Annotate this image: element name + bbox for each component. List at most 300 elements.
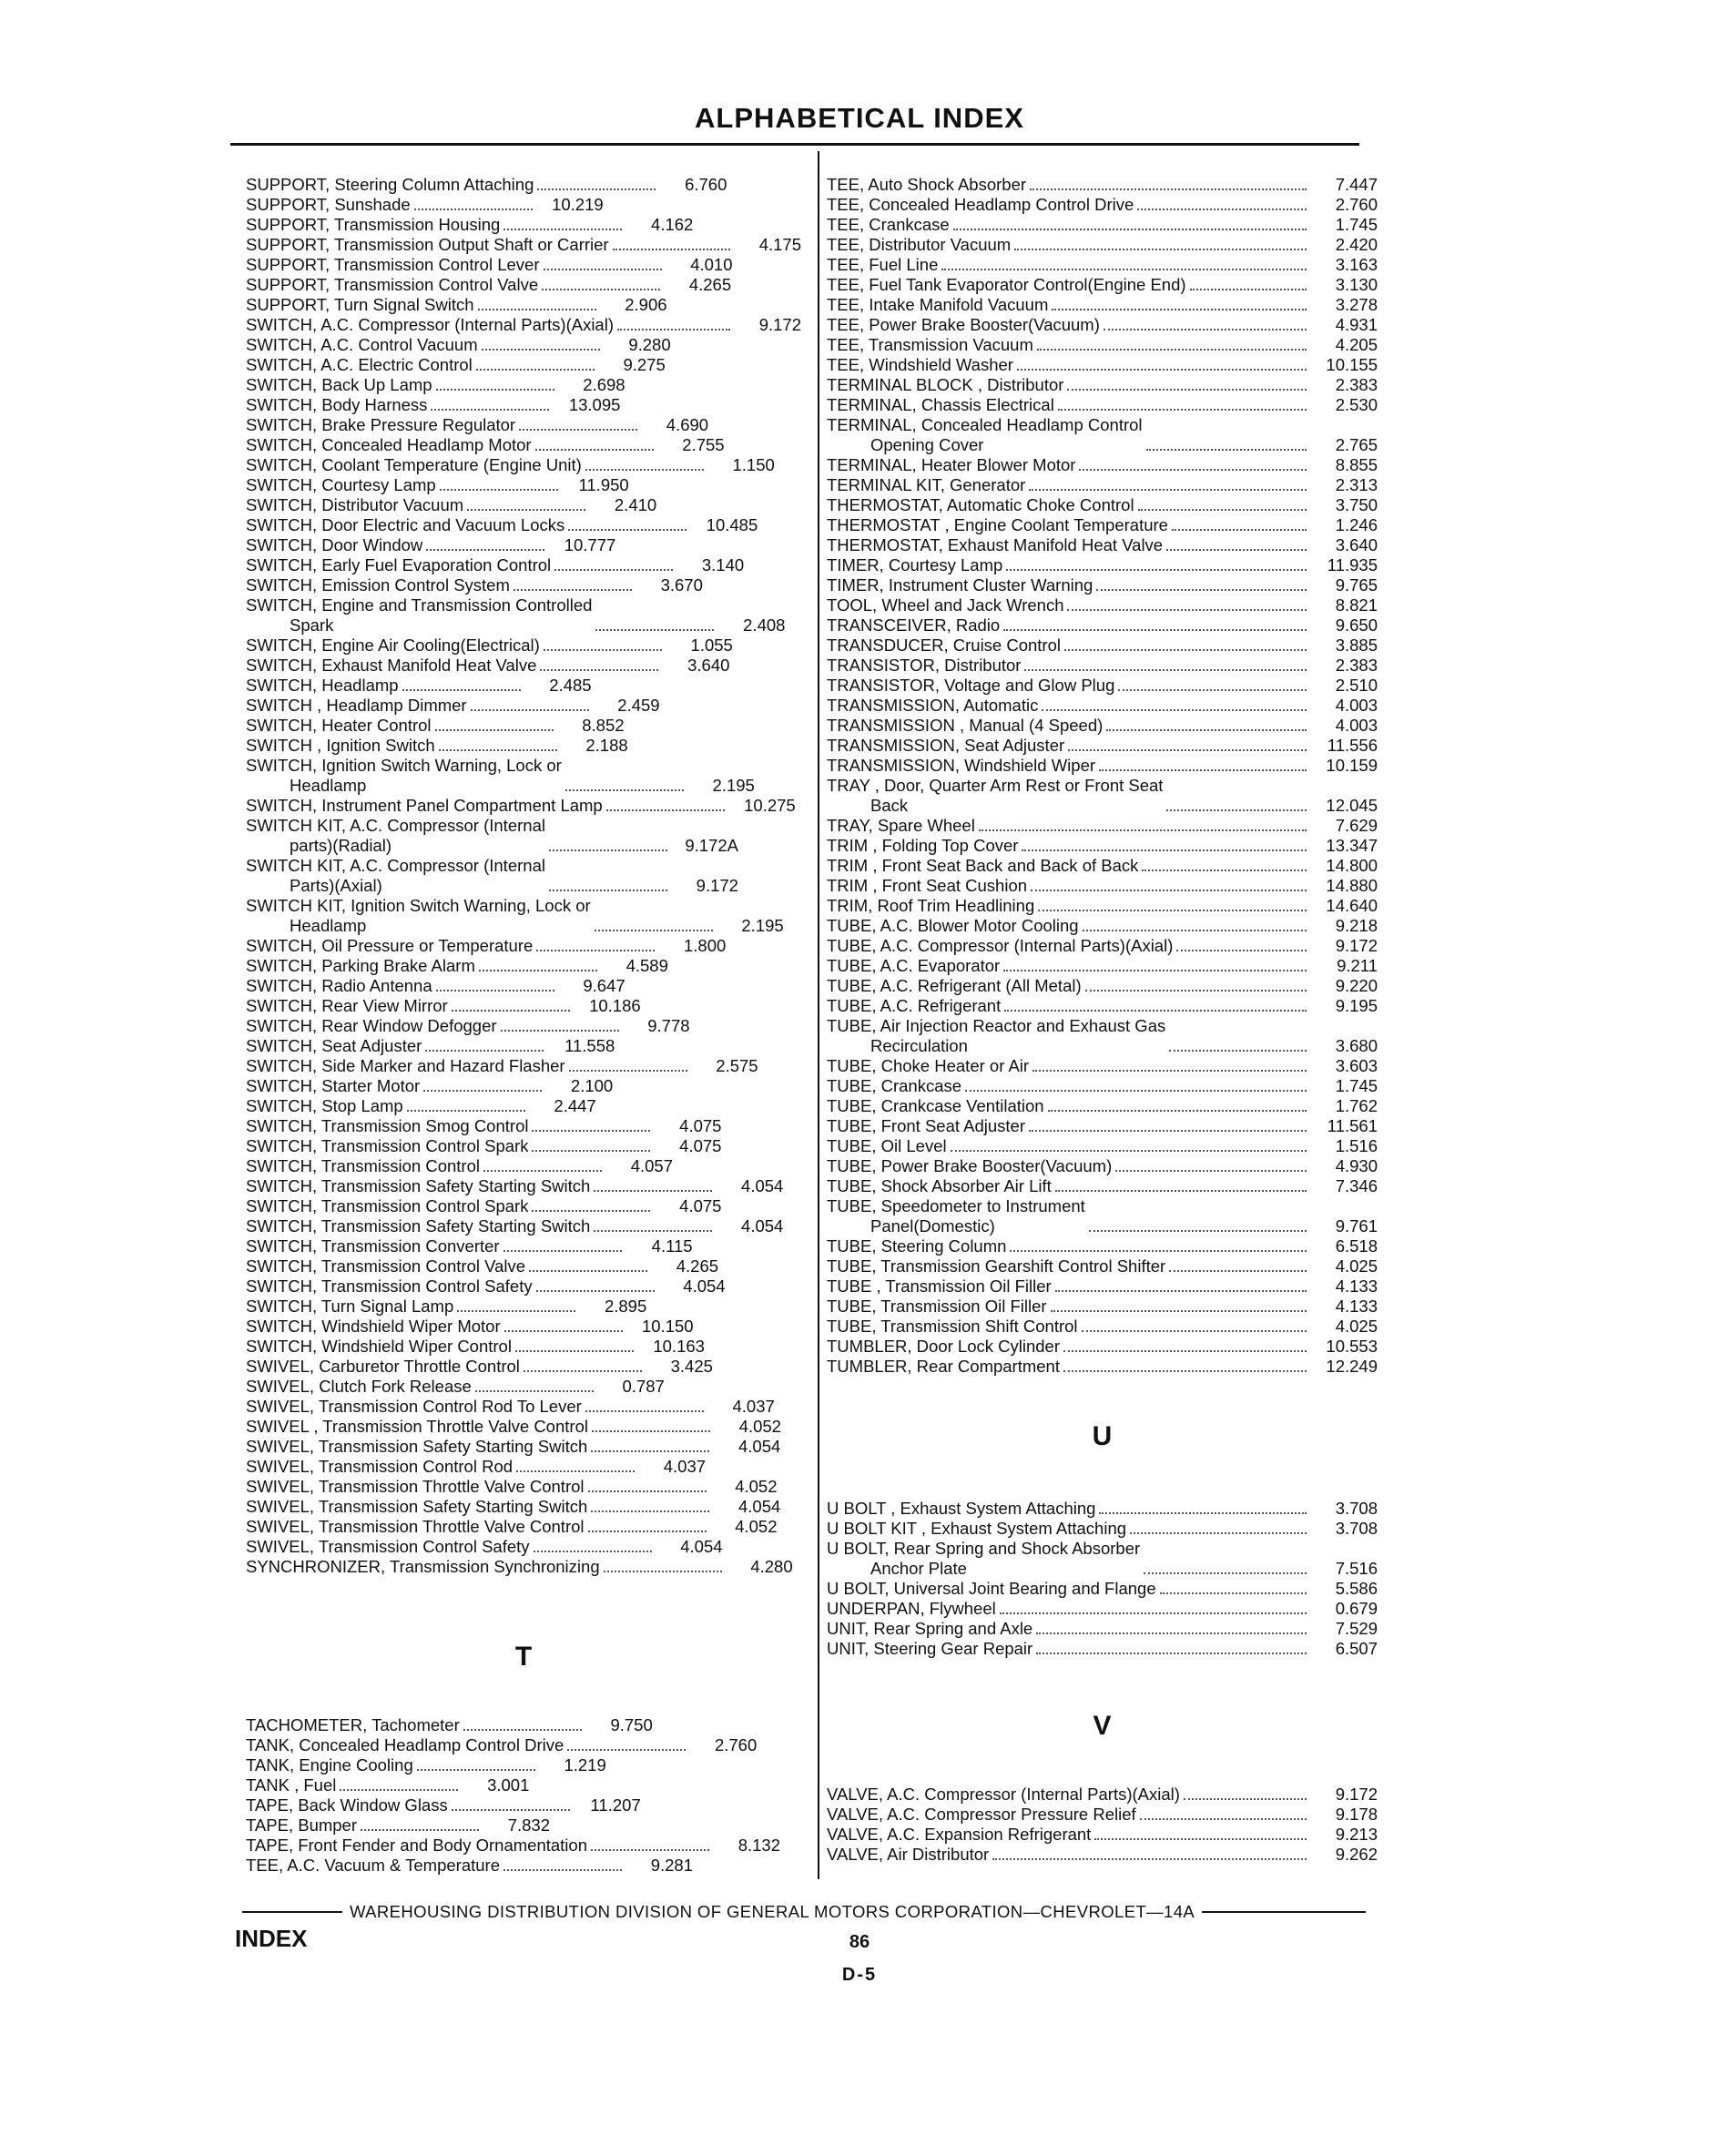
dot-leader <box>1118 689 1307 691</box>
index-entry <box>827 1276 1378 1297</box>
entry-label: SWITCH, Courtesy Lamp <box>246 475 436 494</box>
entry-label: TOOL, Wheel and Jack Wrench <box>827 595 1064 615</box>
entry-page-ref: 2.530 <box>1335 395 1378 414</box>
entry-text <box>246 1377 472 1397</box>
entry-label: TAPE, Front Fender and Body Ornamentation <box>246 1836 587 1855</box>
entry-label: TANK, Concealed Headlamp Control Drive <box>246 1735 565 1754</box>
entry-page-ref: 9.195 <box>1335 996 1378 1015</box>
entry-page-ref: 1.150 <box>732 455 775 474</box>
index-entry <box>827 816 1378 836</box>
section-gap <box>246 1577 801 1630</box>
entry-page-ref: 6.760 <box>685 175 727 194</box>
entry-label: SUPPORT, Transmission Housing <box>246 215 501 234</box>
entry-page-ref: 4.025 <box>1335 1317 1378 1336</box>
entry-page-ref: 2.459 <box>617 696 660 715</box>
dot-leader <box>568 529 687 531</box>
dot-leader <box>471 709 589 711</box>
entry-text <box>246 1297 453 1317</box>
entry-page-ref: 2.755 <box>682 435 725 454</box>
entry-text <box>827 1337 1060 1357</box>
entry-label: TAPE, Bumper <box>246 1815 358 1835</box>
dot-leader <box>1014 249 1307 250</box>
index-entry <box>246 1276 801 1297</box>
entry-text <box>246 996 448 1016</box>
dot-leader <box>588 1531 707 1532</box>
entry-label: SWIVEL, Transmission Control Rod <box>246 1457 514 1476</box>
index-entry <box>827 1845 1378 1865</box>
entry-label: VALVE, A.C. Compressor Pressure Relief <box>827 1805 1136 1824</box>
entry-text <box>827 876 1027 896</box>
entry-page-ref: 9.750 <box>610 1715 653 1734</box>
index-entry <box>827 1136 1378 1156</box>
section-gap <box>246 1684 801 1715</box>
entry-text <box>246 1437 587 1457</box>
entry-text <box>246 1317 501 1337</box>
entry-page-ref: 1.745 <box>1335 215 1378 234</box>
index-entry <box>246 816 801 856</box>
dot-leader <box>544 649 662 651</box>
entry-label: VALVE, A.C. Expansion Refrigerant <box>827 1825 1092 1844</box>
entry-label: TEE, A.C. Vacuum & Temperature <box>246 1856 500 1875</box>
entry-label: SWITCH, Turn Signal Lamp <box>246 1297 454 1316</box>
entry-label: SUPPORT, Steering Column Attaching <box>246 175 534 194</box>
entry-page-ref: 2.195 <box>712 776 755 795</box>
entry-page-ref: 7.346 <box>1335 1176 1378 1195</box>
entry-label: SWITCH, Rear View Mirror <box>246 996 448 1015</box>
entry-text <box>246 435 532 455</box>
entry-page-ref: 8.132 <box>737 1836 780 1855</box>
entry-label: SWITCH KIT, A.C. Compressor (Internal <box>246 816 545 835</box>
entry-text <box>827 315 1100 335</box>
entry-page-ref: 2.510 <box>1335 676 1378 695</box>
entry-page-ref: 2.408 <box>743 615 786 635</box>
entry-text <box>827 696 1038 716</box>
dot-leader <box>1094 1838 1307 1840</box>
entry-label: SWITCH, Transmission Safety Starting Switch <box>246 1216 591 1236</box>
entry-label: SWITCH, Instrument Panel Compartment Lamp <box>246 796 603 815</box>
entry-page-ref: 9.778 <box>647 1016 690 1035</box>
dot-leader <box>1190 289 1307 290</box>
entry-label: SWITCH KIT, Ignition Switch Warning, Lock or <box>246 896 591 915</box>
entry-label: SWITCH, Transmission Smog Control <box>246 1116 529 1135</box>
entry-text <box>827 1619 1032 1639</box>
entry-text <box>246 375 432 395</box>
entry-text <box>827 455 1075 475</box>
entry-text <box>246 235 609 255</box>
entry-label: TERMINAL, Chassis Electrical <box>827 395 1054 414</box>
entry-label: SWITCH, Back Up Lamp <box>246 375 432 394</box>
index-entry <box>246 1457 801 1477</box>
dot-leader <box>1140 1818 1307 1820</box>
dot-leader <box>591 1450 709 1452</box>
dot-leader <box>504 1330 623 1332</box>
entry-text <box>246 1156 480 1176</box>
index-entry <box>246 1437 801 1457</box>
entry-text <box>827 195 1134 215</box>
entry-text <box>246 255 540 275</box>
entry-text <box>246 736 435 756</box>
section-gap <box>827 1464 1378 1499</box>
entry-page-ref: 11.950 <box>578 475 629 494</box>
entry-text <box>827 1805 1136 1825</box>
dot-leader <box>467 509 585 511</box>
entry-label: TEE, Auto Shock Absorber <box>827 175 1027 194</box>
entry-page-ref: 9.647 <box>583 976 626 995</box>
entry-text <box>246 1517 585 1537</box>
entry-page-ref: 3.708 <box>1335 1519 1378 1538</box>
entry-label: TUBE, Crankcase Ventilation <box>827 1096 1044 1115</box>
entry-label: SWITCH, Transmission Converter <box>246 1236 500 1256</box>
entry-text <box>827 956 1000 976</box>
dot-leader <box>1096 589 1307 591</box>
page-number: 86 <box>849 1932 870 1952</box>
entry-label: TUBE, Power Brake Booster(Vacuum) <box>827 1156 1113 1175</box>
entry-page-ref: 4.175 <box>758 235 801 254</box>
entry-page-ref: 7.629 <box>1335 816 1378 835</box>
entry-text <box>246 275 538 295</box>
entry-text <box>246 1216 590 1236</box>
entry-text <box>827 1639 1032 1659</box>
entry-page-ref: 10.275 <box>744 796 796 815</box>
entry-page-ref: 1.246 <box>1335 515 1378 534</box>
left-column <box>246 175 801 1876</box>
dot-leader <box>436 990 554 992</box>
entry-page-ref: 4.930 <box>1335 1156 1378 1175</box>
entry-page-ref: 10.155 <box>1326 355 1378 374</box>
dot-leader <box>549 890 667 891</box>
index-entry <box>246 996 801 1016</box>
dot-leader <box>514 589 632 591</box>
entry-text <box>246 335 478 355</box>
entry-text <box>827 1825 1091 1845</box>
entry-page-ref: 9.178 <box>1335 1805 1378 1824</box>
index-entry <box>827 235 1378 255</box>
entry-label: TUBE, Air Injection Reactor and Exhaust Gas <box>827 1016 1166 1035</box>
index-entry <box>827 215 1378 235</box>
entry-page-ref: 4.075 <box>679 1116 722 1135</box>
entry-label: UNIT, Steering Gear Repair <box>827 1639 1033 1658</box>
dot-leader <box>361 1829 479 1831</box>
entry-text <box>827 996 1001 1016</box>
entry-text <box>246 515 565 535</box>
entry-text <box>827 1116 1025 1136</box>
entry-page-ref: 11.558 <box>565 1036 615 1055</box>
entry-page-ref: 4.589 <box>626 956 668 975</box>
entry-label: TRANSDUCER, Cruise Control <box>827 636 1061 655</box>
dot-leader <box>1099 1512 1307 1514</box>
entry-label: SWIVEL, Transmission Safety Starting Switch <box>246 1437 588 1456</box>
entry-text <box>827 1096 1044 1116</box>
entry-label: SWITCH, Transmission Control Spark <box>246 1136 529 1155</box>
entry-label: TAPE, Back Window Glass <box>246 1795 448 1815</box>
entry-continuation: Anchor Plate <box>870 1559 967 1578</box>
entry-page-ref: 3.640 <box>687 656 730 675</box>
entry-label: TEE, Windshield Washer <box>827 355 1013 374</box>
entry-page-ref: 3.603 <box>1335 1056 1378 1075</box>
entry-page-ref: 4.054 <box>741 1176 784 1195</box>
entry-page-ref: 13.347 <box>1326 836 1378 855</box>
index-entry <box>246 1377 801 1397</box>
index-entry <box>827 255 1378 275</box>
index-entry <box>827 1805 1378 1825</box>
entry-label: TACHOMETER, Tachometer <box>246 1715 460 1734</box>
index-entry <box>246 1856 801 1876</box>
entry-label: TUBE, Transmission Oil Filler <box>827 1297 1047 1316</box>
entry-label: SWITCH, Stop Lamp <box>246 1096 403 1115</box>
entry-page-ref: 2.420 <box>1335 235 1378 254</box>
entry-text <box>827 475 1025 495</box>
index-entry <box>246 395 801 415</box>
entry-page-ref: 7.529 <box>1335 1619 1378 1638</box>
index-entry <box>827 916 1378 936</box>
dot-leader <box>585 469 704 471</box>
entry-label: TRIM , Folding Top Cover <box>827 836 1019 855</box>
dot-leader <box>1038 910 1307 911</box>
entry-text <box>246 676 399 696</box>
dot-leader <box>536 1290 655 1292</box>
index-entry <box>827 1519 1378 1539</box>
index-entry <box>246 796 801 816</box>
dot-leader <box>1036 1653 1307 1654</box>
index-entry <box>827 575 1378 595</box>
index-entry <box>246 936 801 956</box>
index-entry <box>246 315 801 335</box>
entry-text <box>246 1775 336 1795</box>
entry-label: TUBE, Crankcase <box>827 1076 962 1095</box>
entry-text <box>246 575 510 595</box>
dot-leader <box>1063 1370 1307 1372</box>
entry-page-ref: 4.205 <box>1335 335 1378 354</box>
section-letter-u: U <box>1092 1421 1113 1451</box>
dot-leader <box>613 249 730 250</box>
dot-leader <box>536 950 655 951</box>
entry-text <box>827 335 1033 355</box>
entry-page-ref: 2.698 <box>583 375 626 394</box>
index-entry <box>246 956 801 976</box>
entry-text <box>827 656 1021 676</box>
entry-page-ref: 1.055 <box>690 636 733 655</box>
index-entry <box>246 275 801 295</box>
dot-leader <box>1137 208 1307 210</box>
entry-page-ref: 9.262 <box>1335 1845 1378 1864</box>
entry-label: SWIVEL , Transmission Throttle Valve Control <box>246 1417 588 1436</box>
index-entry <box>246 355 801 375</box>
dot-leader <box>1079 469 1307 471</box>
v-entry-list <box>827 1785 1378 1865</box>
dot-leader <box>1064 649 1307 651</box>
entry-page-ref: 2.575 <box>716 1056 758 1075</box>
entry-page-ref: 10.553 <box>1326 1337 1378 1356</box>
index-entry <box>246 1815 801 1836</box>
index-entry <box>827 355 1378 375</box>
entry-label: TRAY, Spare Wheel <box>827 816 975 835</box>
entry-text <box>246 636 540 656</box>
entry-label: SWITCH, Transmission Safety Starting Switch <box>246 1176 591 1195</box>
entry-page-ref: 4.037 <box>732 1397 775 1416</box>
index-entry <box>246 1537 801 1557</box>
dot-leader <box>1003 970 1307 971</box>
entry-continuation: Parts)(Axial) <box>290 876 382 895</box>
entry-label: SWIVEL, Transmission Throttle Valve Control <box>246 1477 585 1496</box>
index-entry <box>827 1357 1378 1377</box>
entry-page-ref: 2.485 <box>549 676 592 695</box>
index-entry <box>827 1096 1378 1116</box>
index-entry <box>246 636 801 656</box>
dot-leader <box>549 849 667 851</box>
entry-label: TRANSMISSION, Automatic <box>827 696 1039 715</box>
entry-label: SWITCH, Distributor Vacuum <box>246 495 464 514</box>
entry-page-ref: 2.895 <box>604 1297 647 1316</box>
entry-label: SWIVEL, Transmission Safety Starting Switch <box>246 1497 588 1516</box>
entry-label: SWITCH, Starter Motor <box>246 1076 421 1095</box>
entry-text <box>246 1397 582 1417</box>
entry-label: TEE, Crankcase <box>827 215 950 234</box>
entry-label: SUPPORT, Sunshade <box>246 195 411 214</box>
index-entry <box>246 1337 801 1357</box>
entry-page-ref: 1.745 <box>1335 1076 1378 1095</box>
entry-label: TUBE, A.C. Blower Motor Cooling <box>827 916 1079 935</box>
entry-page-ref: 1.762 <box>1335 1096 1378 1115</box>
index-entry <box>827 1337 1378 1357</box>
entry-label: U BOLT , Exhaust System Attaching <box>827 1499 1096 1518</box>
entry-page-ref: 2.383 <box>1335 375 1378 394</box>
dot-leader <box>1052 309 1307 310</box>
entry-text <box>827 375 1063 395</box>
entry-page-ref: 2.313 <box>1335 475 1378 494</box>
index-entry <box>246 1196 801 1216</box>
index-entry <box>827 776 1378 816</box>
entry-label: TRANSCEIVER, Radio <box>827 615 1001 635</box>
dot-leader <box>1036 1632 1307 1634</box>
entry-page-ref: 14.800 <box>1326 856 1378 875</box>
entry-text <box>827 916 1079 936</box>
dot-leader <box>617 329 730 331</box>
entry-text <box>246 1096 403 1116</box>
index-entry <box>246 455 801 475</box>
dot-leader <box>436 389 554 391</box>
entry-page-ref: 9.280 <box>628 335 671 354</box>
entry-page-ref: 4.052 <box>735 1477 778 1496</box>
entry-page-ref: 2.765 <box>1335 435 1378 454</box>
dot-leader <box>592 1430 710 1432</box>
entry-text <box>827 836 1018 856</box>
entry-page-ref: 4.054 <box>741 1216 784 1236</box>
entry-label: SWITCH, Door Electric and Vacuum Locks <box>246 515 565 534</box>
entry-label: SWITCH, Brake Pressure Regulator <box>246 415 516 434</box>
entry-text <box>827 235 1011 255</box>
index-entry <box>827 615 1378 636</box>
entry-text <box>246 1076 420 1096</box>
entry-page-ref: 8.852 <box>582 716 625 735</box>
entry-label: TEE, Concealed Headlamp Control Drive <box>827 195 1134 214</box>
entry-text <box>246 1056 565 1076</box>
entry-label: SUPPORT, Transmission Output Shaft or Carrier <box>246 235 609 254</box>
index-entry <box>827 976 1378 996</box>
index-entry <box>827 335 1378 355</box>
dot-leader <box>1144 1572 1307 1574</box>
dot-leader <box>532 1210 650 1212</box>
dot-leader <box>535 449 654 451</box>
dot-leader <box>1006 569 1307 571</box>
entry-page-ref: 13.095 <box>568 395 621 414</box>
index-entry <box>246 1076 801 1096</box>
index-entry <box>246 1216 801 1236</box>
entry-text <box>827 816 975 836</box>
dot-leader <box>951 1150 1307 1152</box>
dot-leader <box>1172 529 1307 531</box>
entry-page-ref: 12.249 <box>1326 1357 1378 1376</box>
entry-label: TUBE, Transmission Shift Control <box>827 1317 1078 1336</box>
entry-label: TUMBLER, Door Lock Cylinder <box>827 1337 1060 1356</box>
index-entry <box>827 195 1378 215</box>
index-entry <box>246 1755 801 1775</box>
index-entry <box>827 1825 1378 1845</box>
entry-page-ref: 0.787 <box>622 1377 665 1396</box>
entry-text <box>246 395 427 415</box>
entry-page-ref: 9.172 <box>1335 1785 1378 1804</box>
index-entry <box>246 1036 801 1056</box>
entry-label: TRANSISTOR, Voltage and Glow Plug <box>827 676 1115 695</box>
entry-text <box>827 1236 1006 1256</box>
dot-leader <box>1058 409 1307 411</box>
entry-label: SWITCH, Rear Window Defogger <box>246 1016 497 1035</box>
entry-text <box>246 716 432 736</box>
entry-label: U BOLT, Rear Spring and Shock Absorber <box>827 1539 1141 1558</box>
index-entry <box>246 1795 801 1815</box>
dot-leader <box>1022 849 1307 851</box>
entry-label: U BOLT KIT , Exhaust System Attaching <box>827 1519 1127 1538</box>
entry-label: TIMER, Courtesy Lamp <box>827 555 1003 575</box>
entry-page-ref: 4.010 <box>690 255 733 274</box>
index-entry <box>827 956 1378 976</box>
entry-label: TRIM, Roof Trim Headlining <box>827 896 1035 915</box>
index-entry <box>246 1357 801 1377</box>
index-entry <box>246 235 801 255</box>
entry-label: SWITCH, Transmission Control Spark <box>246 1196 529 1215</box>
dot-leader <box>431 409 549 411</box>
entry-label: SWITCH, Door Window <box>246 535 423 554</box>
index-entry <box>827 896 1378 916</box>
entry-page-ref: 7.832 <box>507 1815 551 1835</box>
entry-text <box>827 896 1034 916</box>
entry-text <box>246 215 500 235</box>
entry-text <box>246 1836 587 1856</box>
entry-label: TUBE, A.C. Refrigerant (All Metal) <box>827 976 1082 995</box>
entry-page-ref: 10.777 <box>564 535 616 554</box>
index-entry <box>246 696 801 716</box>
entry-label: TANK, Engine Cooling <box>246 1755 413 1775</box>
index-entry <box>827 1619 1378 1639</box>
index-entry <box>827 1256 1378 1276</box>
entry-label: TUBE, Oil Level <box>827 1136 947 1155</box>
entry-label: SYNCHRONIZER, Transmission Synchronizing <box>246 1557 600 1576</box>
entry-text <box>246 1457 513 1477</box>
dot-leader <box>1051 1310 1307 1312</box>
index-entry <box>827 1317 1378 1337</box>
entry-label: TRANSMISSION, Windshield Wiper <box>827 756 1096 775</box>
page-title: ALPHABETICAL INDEX <box>695 102 1024 134</box>
dot-leader <box>534 1551 652 1552</box>
entry-label: THERMOSTAT , Engine Coolant Temperature <box>827 515 1168 534</box>
index-entry <box>827 1056 1378 1076</box>
entry-text <box>246 896 591 936</box>
entry-text <box>246 656 536 676</box>
dot-leader <box>1106 729 1307 731</box>
entry-page-ref: 11.207 <box>590 1795 641 1815</box>
dot-leader <box>435 729 554 731</box>
dot-leader <box>475 1390 594 1392</box>
entry-page-ref: 4.052 <box>735 1517 778 1536</box>
